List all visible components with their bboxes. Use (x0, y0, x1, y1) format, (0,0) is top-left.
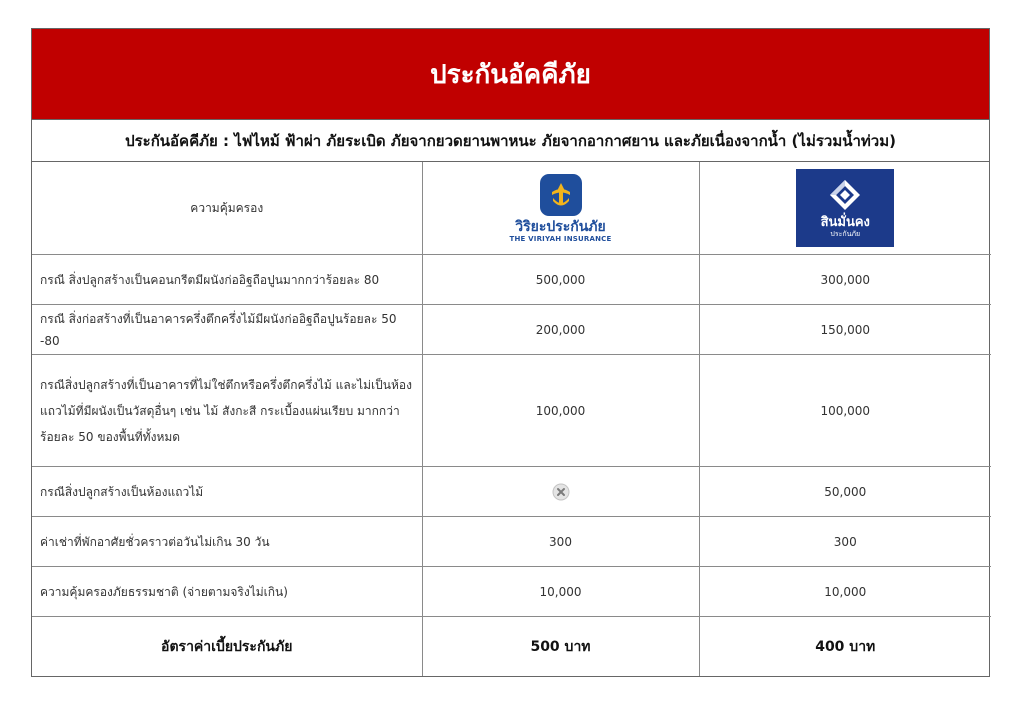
viriyah-not-covered (422, 467, 699, 517)
page-title: ประกันอัคคีภัย (32, 29, 989, 120)
coverage-label: ค่าเช่าที่พักอาศัยชั่วคราวต่อวันไม่เกิน 30 วัน (32, 517, 422, 567)
viriyah-name: วิริยะประกันภัย (515, 218, 606, 235)
sinmun-value: 300,000 (699, 255, 991, 305)
viriyah-value: 10,000 (422, 567, 699, 617)
comparison-table (32, 162, 991, 676)
sinmun-diamond-icon (828, 178, 862, 212)
table-row (32, 467, 991, 517)
coverage-header: ความคุ้มครอง (32, 162, 422, 255)
table-row (32, 255, 991, 305)
table-row (32, 567, 991, 617)
sinmun-name: สินมั่นคง (820, 214, 870, 230)
sinmun-value: 300 (699, 517, 991, 567)
table-row (32, 517, 991, 567)
coverage-label: กรณี สิ่งปลูกสร้างเป็นคอนกรีตมีผนังก่ออิฐถือปูนมากกว่าร้อยละ 80 (32, 255, 422, 305)
sinmun-logo-cell (699, 162, 991, 255)
viriyah-value: 500,000 (422, 255, 699, 305)
viriyah-premium: 500 บาท (422, 617, 699, 677)
viriyah-value: 100,000 (422, 355, 699, 467)
sinmun-value: 150,000 (699, 305, 991, 355)
sinmun-subname: ประกันภัย (830, 229, 861, 238)
viriyah-emblem-icon (540, 174, 582, 216)
sinmun-premium: 400 บาท (699, 617, 991, 677)
header-row (32, 162, 991, 255)
close-circle-icon (552, 483, 570, 501)
coverage-label: ความคุ้มครองภัยธรรมชาติ (จ่ายตามจริงไม่เกิน) (32, 567, 422, 617)
sinmun-value: 50,000 (699, 467, 991, 517)
viriyah-value: 300 (422, 517, 699, 567)
coverage-label: กรณีสิ่งปลูกสร้างเป็นห้องแถวไม้ (32, 467, 422, 517)
sinmun-value: 100,000 (699, 355, 991, 467)
sinmun-value: 10,000 (699, 567, 991, 617)
viriyah-logo (510, 174, 612, 243)
fire-insurance-sheet (31, 28, 990, 677)
table-row (32, 305, 991, 355)
sinmun-logo (796, 169, 894, 247)
premium-row (32, 617, 991, 677)
viriyah-subname: THE VIRIYAH INSURANCE (509, 234, 612, 243)
coverage-label: กรณีสิ่งปลูกสร้างที่เป็นอาคารที่ไม่ใช่ตึกหรือครึ่งตึกครึ่งไม้ และไม่เป็นห้องแถวไม้ที่มีผนังเป็นวัสดุอื่นๆ เช่น ไม้ สังกะสี กระเบื้องแผ่นเรียบ มากกว่าร้อยละ 50 ของพื้นที่ทั้งหมด (32, 355, 422, 467)
table-row (32, 355, 991, 467)
coverage-label: กรณี สิ่งก่อสร้างที่เป็นอาคารครึ่งตึกครึ่งไม้มีผนังก่ออิฐถือปูนร้อยละ 50 -80 (32, 305, 422, 355)
viriyah-value: 200,000 (422, 305, 699, 355)
premium-label: อัตราค่าเบี้ยประกันภัย (32, 617, 422, 677)
viriyah-logo-cell (422, 162, 699, 255)
coverage-subtitle: ประกันอัคคีภัย : ไฟไหม้ ฟ้าผ่า ภัยระเบิด ภัยจากยวดยานพาหนะ ภัยจากอากาศยาน และภัยเนื่องจากน้ำ (ไม่รวมน้ำท่วม) (32, 120, 989, 162)
